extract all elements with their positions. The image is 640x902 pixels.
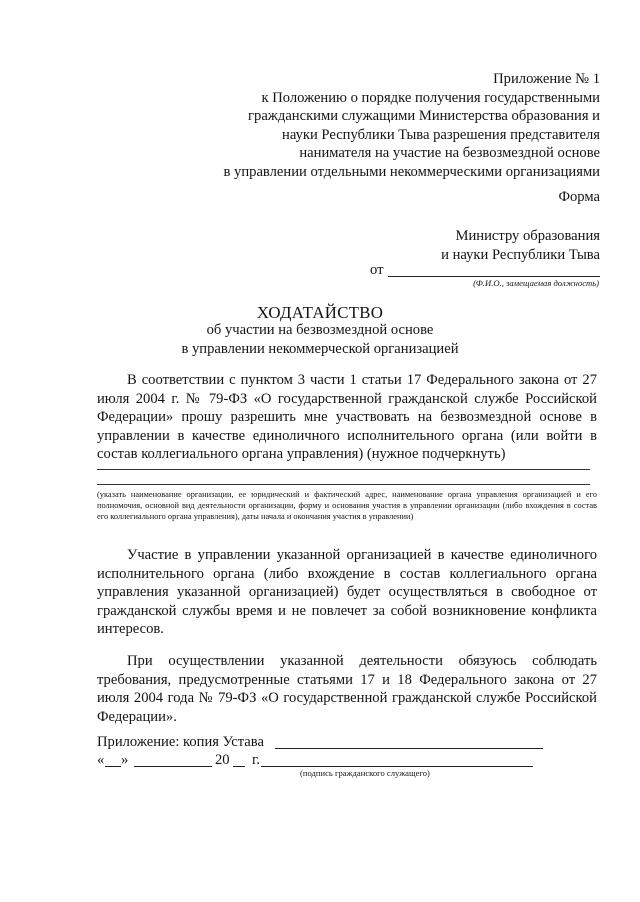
addressee-block [441, 227, 600, 264]
month-fill-line[interactable] [134, 766, 212, 767]
appendix-header [180, 70, 600, 182]
paragraph-request [97, 371, 597, 464]
year-prefix: 20 [215, 752, 230, 768]
signature-fill-line[interactable] [261, 766, 533, 767]
signature-hint: (подпись гражданского служащего) [300, 768, 430, 778]
appendix-line-2: к Положению о порядке получения государственными [261, 89, 600, 106]
addressee-line-1: Министру образования [455, 228, 600, 244]
paragraph-participation [97, 546, 597, 639]
organization-fill-line-1[interactable] [97, 469, 590, 470]
from-label: от [370, 262, 384, 278]
paragraph-participation-text: Участие в управлении указанной организацией в качестве единоличного исполнительного органа (либо вхождение в состав коллегиального органа управления указанной организацией) будет осуществляться в свободное от гражданской службы время и не повлечет за собой возникновение конфликта интересов. [97, 547, 597, 638]
year-fill-line[interactable] [233, 766, 245, 767]
date-quote-close: » [121, 752, 129, 768]
attachment-fill-line[interactable] [275, 748, 543, 749]
subtitle-line-2: в управлении некоммерческой организацией [181, 340, 459, 357]
appendix-line-1: Приложение № 1 [493, 71, 600, 87]
document-title: ХОДАТАЙСТВО [256, 303, 384, 322]
day-fill-line[interactable] [105, 766, 121, 767]
appendix-line-5: нанимателя на участие на безвозмездной основе [299, 145, 600, 162]
attachment-label: Приложение: копия Устава [97, 734, 264, 750]
fio-hint: (Ф.И.О., замещаемая должность) [473, 278, 599, 288]
appendix-line-6: в управлении отдельными некоммерческими организациями [223, 163, 600, 180]
appendix-line-3: гражданскими служащими Министерства образования и [248, 108, 600, 125]
document-subtitle [0, 321, 640, 359]
addressee-line-2: и науки Республики Тыва [441, 246, 600, 263]
paragraph-obligation-text: При осуществлении указанной деятельности обязуюсь соблюдать требования, предусмотренные статьями 17 и 18 Федерального закона от 27 июля 2004 года № 79-ФЗ «О государственной гражданской службе Российской Федерации». [97, 653, 597, 725]
subtitle-line-1: об участии на безвозмездной основе [206, 322, 434, 338]
organization-fill-line-2[interactable] [97, 484, 590, 485]
attachment-row [97, 734, 557, 754]
organization-hint: (указать наименование организации, ее юридический и фактический адрес, наименование органа управления организацией и его полномочия, основной вид деятельности организации, форму и основания участия в управлении организации (либо вхождения в состав его коллегиального органа управления), даты начала и окончания участия в управлении) [97, 490, 597, 522]
date-quote-open: « [97, 752, 105, 768]
appendix-line-4: науки Республики Тыва разрешения представителя [282, 126, 600, 143]
form-label: Форма [558, 189, 600, 205]
paragraph-obligation [97, 652, 597, 726]
from-fill-line[interactable] [388, 276, 600, 277]
paragraph-request-text: В соответствии с пунктом 3 части 1 статьи 17 Федерального закона от 27 июля 2004 г. № 79-ФЗ «О государственной гражданской службе Российской Федерации» прошу разрешить мне участвовать на безвозмездной основе в управлении в качестве единоличного исполнительного органа (или войти в состав коллегиального органа управления) (нужное подчеркнуть) [97, 372, 597, 463]
year-suffix: г. [252, 752, 260, 768]
